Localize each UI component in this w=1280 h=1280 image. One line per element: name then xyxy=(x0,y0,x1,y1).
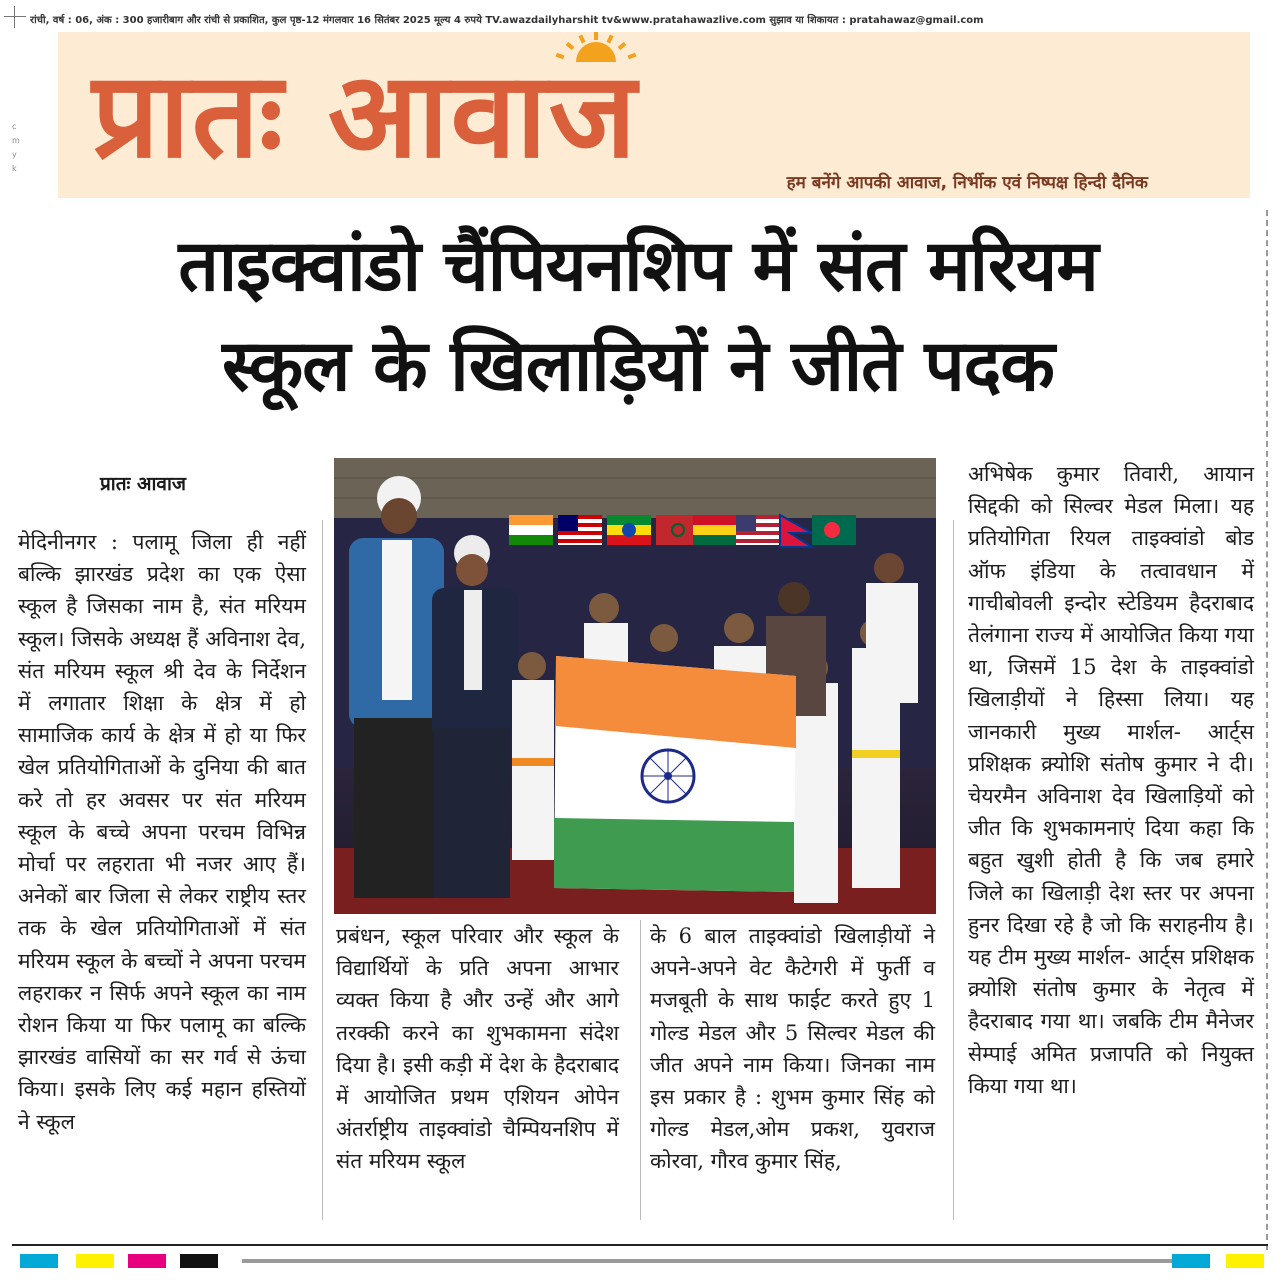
person-left-blue-jacket xyxy=(349,476,444,898)
masthead xyxy=(58,32,1250,198)
column-divider xyxy=(640,920,641,1220)
article-column-1 xyxy=(18,526,306,1138)
swatch-magenta xyxy=(128,1254,166,1268)
edition-info-line: रांची, वर्ष : 06, अंक : 300 हजारीबाग और रांची से प्रकाशित, कुल पृष्ठ-12 मंगलवार 16 सितंबर 2025 मूल्य 4 रुपये TV.awazdailyharshit tv&www.pratahawazlive.com सुझाव या शिकायत : pratahawaz@gmail.com xyxy=(30,15,984,26)
print-color-bar xyxy=(12,1254,1268,1268)
article-text-4: अभिषेक कुमार तिवारी, आयान सिद्दकी को सिल्वर मेडल मिला। यह प्रतियोगिता रियल ताइक्वांडो बोड ऑफ इंडिया के तत्वावधान में गाचीबोवली इन्दोर स्टेडियम हैदराबाद तेलंगाना राज्य में आयोजित किया गया था, जिसमें 15 देश के ताइक्वांडो खिलाड़ीयों ने हिस्सा लिया। यह जानकारी मुख्य मार्शल- आर्ट्स प्रशिक्षक क्र्योशि संतोष कुमार ने दी। चेयरमैन अविनाश देव खिलाड़ियों को जीत कि शुभकामनाएं दिया कहा कि बहुत खुशी होती है कि जब हमारे जिले का खिलाड़ी देश स्तर पर अपना हुनर दिखा रहे है जो कि सराहनीय है। यह टीम मुख्य मार्शल- आर्ट्स प्रशिक्षक क्र्योशि संतोष कुमार के नेतृत्व में हैदराबाद गया था। जबकि टीम मैनेजर सेम्पाई अमित प्रजापति को नियुक्त किया गया था। xyxy=(968,462,1254,1098)
bottom-rule xyxy=(12,1244,1268,1246)
article-text-1: मेदिनीनगर : पलामू जिला ही नहीं बल्कि झारखंड प्रदेश का एक ऐसा स्कूल है जिसका नाम है, संत मरियम स्कूल। जिसके अध्यक्ष हैं अविनाश देव, संत मरियम स्कूल श्री देव के निर्देशन में लगातार शिक्षा के क्षेत्र में हो सामाजिक कार्य के क्षेत्र में हो या फिर खेल प्रतियोगिताओं के दुनिया की बात करे तो हर अवसर पर संत मरियम स्कूल के बच्चे अपना परचम विभिन्न मोर्चा पर लहराता भी नजर आए हैं। अनेकों बार जिला से लेकर राष्ट्रीय स्तर तक के खेल प्रतियोगिताओं में संत मरियम स्कूल के बच्चों ने अपना परचम लहराकर न सिर्फ अपने स्कूल का नाम रोशन किया या फिर पलामू का बल्कि झारखंड वासियों का सर गर्व से ऊंचा किया। इसके लिए कई महान हस्तियों ने स्कूल xyxy=(18,530,306,1134)
column-divider xyxy=(322,520,323,1220)
article-column-3 xyxy=(650,920,935,1178)
swatch-cyan xyxy=(20,1254,58,1268)
cmyk-side-marks: c m y k xyxy=(12,122,20,173)
headline-line-1: ताइक्वांडो चैंपियनशिप में संत मरियम xyxy=(178,224,1098,307)
color-bar-gray-line xyxy=(242,1259,1172,1263)
margin-rule xyxy=(1266,210,1268,1250)
headline xyxy=(18,216,1258,416)
byline: प्रातः आवाज xyxy=(100,473,187,495)
indian-flag-held xyxy=(554,656,796,892)
swatch-cyan-right xyxy=(1172,1254,1210,1268)
news-photo xyxy=(334,458,936,914)
article-text-2: प्रबंधन, स्कूल परिवार और स्कूल के विद्यार्थियों के प्रति अपना आभार व्यक्त किया है और उन्हें और आगे तरक्की करने का शुभकामना संदेश दिया है। इसी कड़ी में देश के हैदराबाद में आयोजित प्रथम एशियन ओपेन अंतर्राष्ट्रीय ताइक्वांडो चैम्पियनशिप में संत मरियम स्कूल xyxy=(336,924,619,1174)
swatch-yellow-right xyxy=(1226,1254,1264,1268)
swatch-yellow xyxy=(76,1254,114,1268)
swatch-black xyxy=(180,1254,218,1268)
person-guest-suit xyxy=(432,535,518,898)
registration-mark xyxy=(4,6,26,28)
article-column-2 xyxy=(336,920,619,1178)
masthead-title: प्रातः आवाज xyxy=(92,46,639,184)
headline-line-2: स्कूल के खिलाड़ियों ने जीते पदक xyxy=(222,324,1054,407)
article-column-4 xyxy=(968,458,1254,1102)
article-text-3: के 6 बाल ताइक्वांडो खिलाड़ीयों ने अपने-अपने वेट कैटेगरी में फुर्ती व मजबूती के साथ फाईट करते हुए 1 गोल्ड मेडल और 5 सिल्वर मेडल की जीत अपने नाम किया। जिनका नाम इस प्रकार है : शुभम कुमार सिंह को गोल्ड मेडल,ओम प्रकश, युवराज कोरवा, गौरव कुमार सिंह, xyxy=(650,924,935,1174)
masthead-tagline: हम बनेंगे आपकी आवाज, निर्भीक एवं निष्पक्ष हिन्दी दैनिक xyxy=(786,173,1148,193)
photo-medal-winners-with-indian-flag xyxy=(334,458,936,914)
column-divider xyxy=(953,520,954,1220)
